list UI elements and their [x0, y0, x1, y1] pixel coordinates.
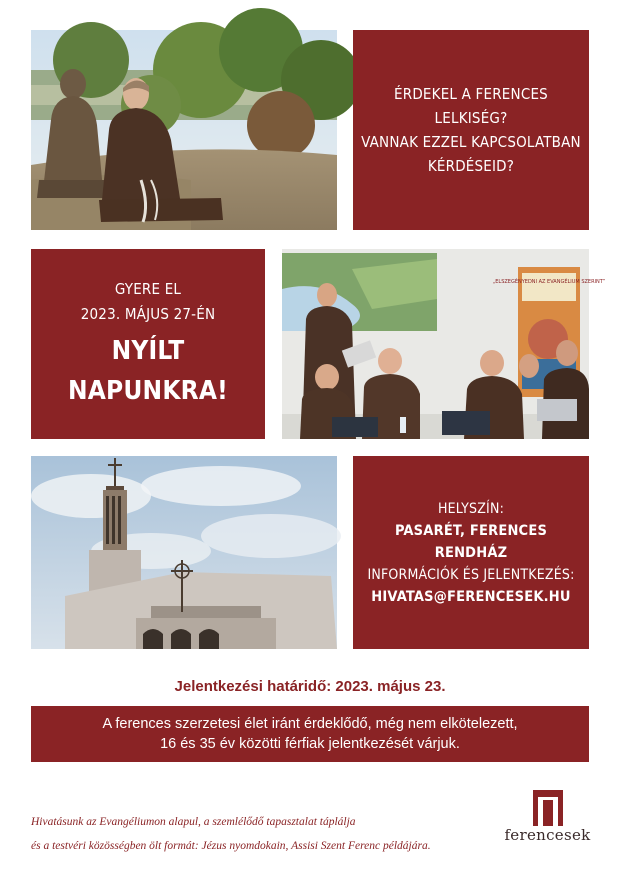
photo-church: [31, 456, 337, 649]
contact-email[interactable]: HIVATAS@FERENCESEK.HU: [371, 588, 571, 605]
photo-friars-meeting: [282, 249, 606, 439]
photo-friars-hillside: [31, 30, 337, 230]
room-poster-text: „ELSZEGÉNYEDNI AZ EVANGÉLIUM SZERINT”: [492, 279, 606, 285]
question-box: [353, 30, 589, 230]
eligibility-line-2: 16 és 35 év közötti férfiak jelentkezését várjuk.: [160, 736, 460, 752]
invite-line-1: GYERE EL: [114, 280, 182, 298]
invite-box: [31, 249, 265, 439]
location-box: [353, 456, 589, 649]
eligibility-banner: [31, 706, 589, 762]
footer-line-2: és a testvéri közösségben ölt formát: Jézus nyomdokain, Assisi Szent Ferenc példájára.: [31, 840, 431, 852]
invite-date: 2023. MÁJUS 27-ÉN: [80, 305, 216, 323]
footer-line-1: Hivatásunk az Evangéliumon alapul, a szemlélődő tapasztalat táplálja: [31, 816, 356, 828]
question-line: ÉRDEKEL A FERENCES: [394, 85, 548, 103]
question-line: KÉRDÉSEID?: [427, 157, 515, 175]
question-line: VANNAK EZZEL KAPCSOLATBAN: [361, 133, 581, 151]
logo-wordmark: ferencesek: [504, 826, 591, 844]
invite-headline: NYÍLT NAPUNKRA!: [67, 336, 229, 406]
location-name-2: RENDHÁZ: [434, 544, 508, 561]
question-line: LELKISÉG?: [434, 109, 508, 127]
registration-deadline: Jelentkezési határidő: 2023. május 23.: [174, 678, 446, 695]
location-name: PASARÉT, FERENCES: [394, 522, 548, 539]
info-label: INFORMÁCIÓK ÉS JELENTKEZÉS:: [367, 566, 575, 583]
location-label: HELYSZÍN:: [437, 500, 505, 517]
eligibility-line-1: A ferences szerzetesi élet iránt érdeklődő, még nem elkötelezett,: [102, 716, 518, 732]
footer-quote: [31, 810, 481, 858]
ferencesek-logo-icon: [500, 786, 595, 856]
